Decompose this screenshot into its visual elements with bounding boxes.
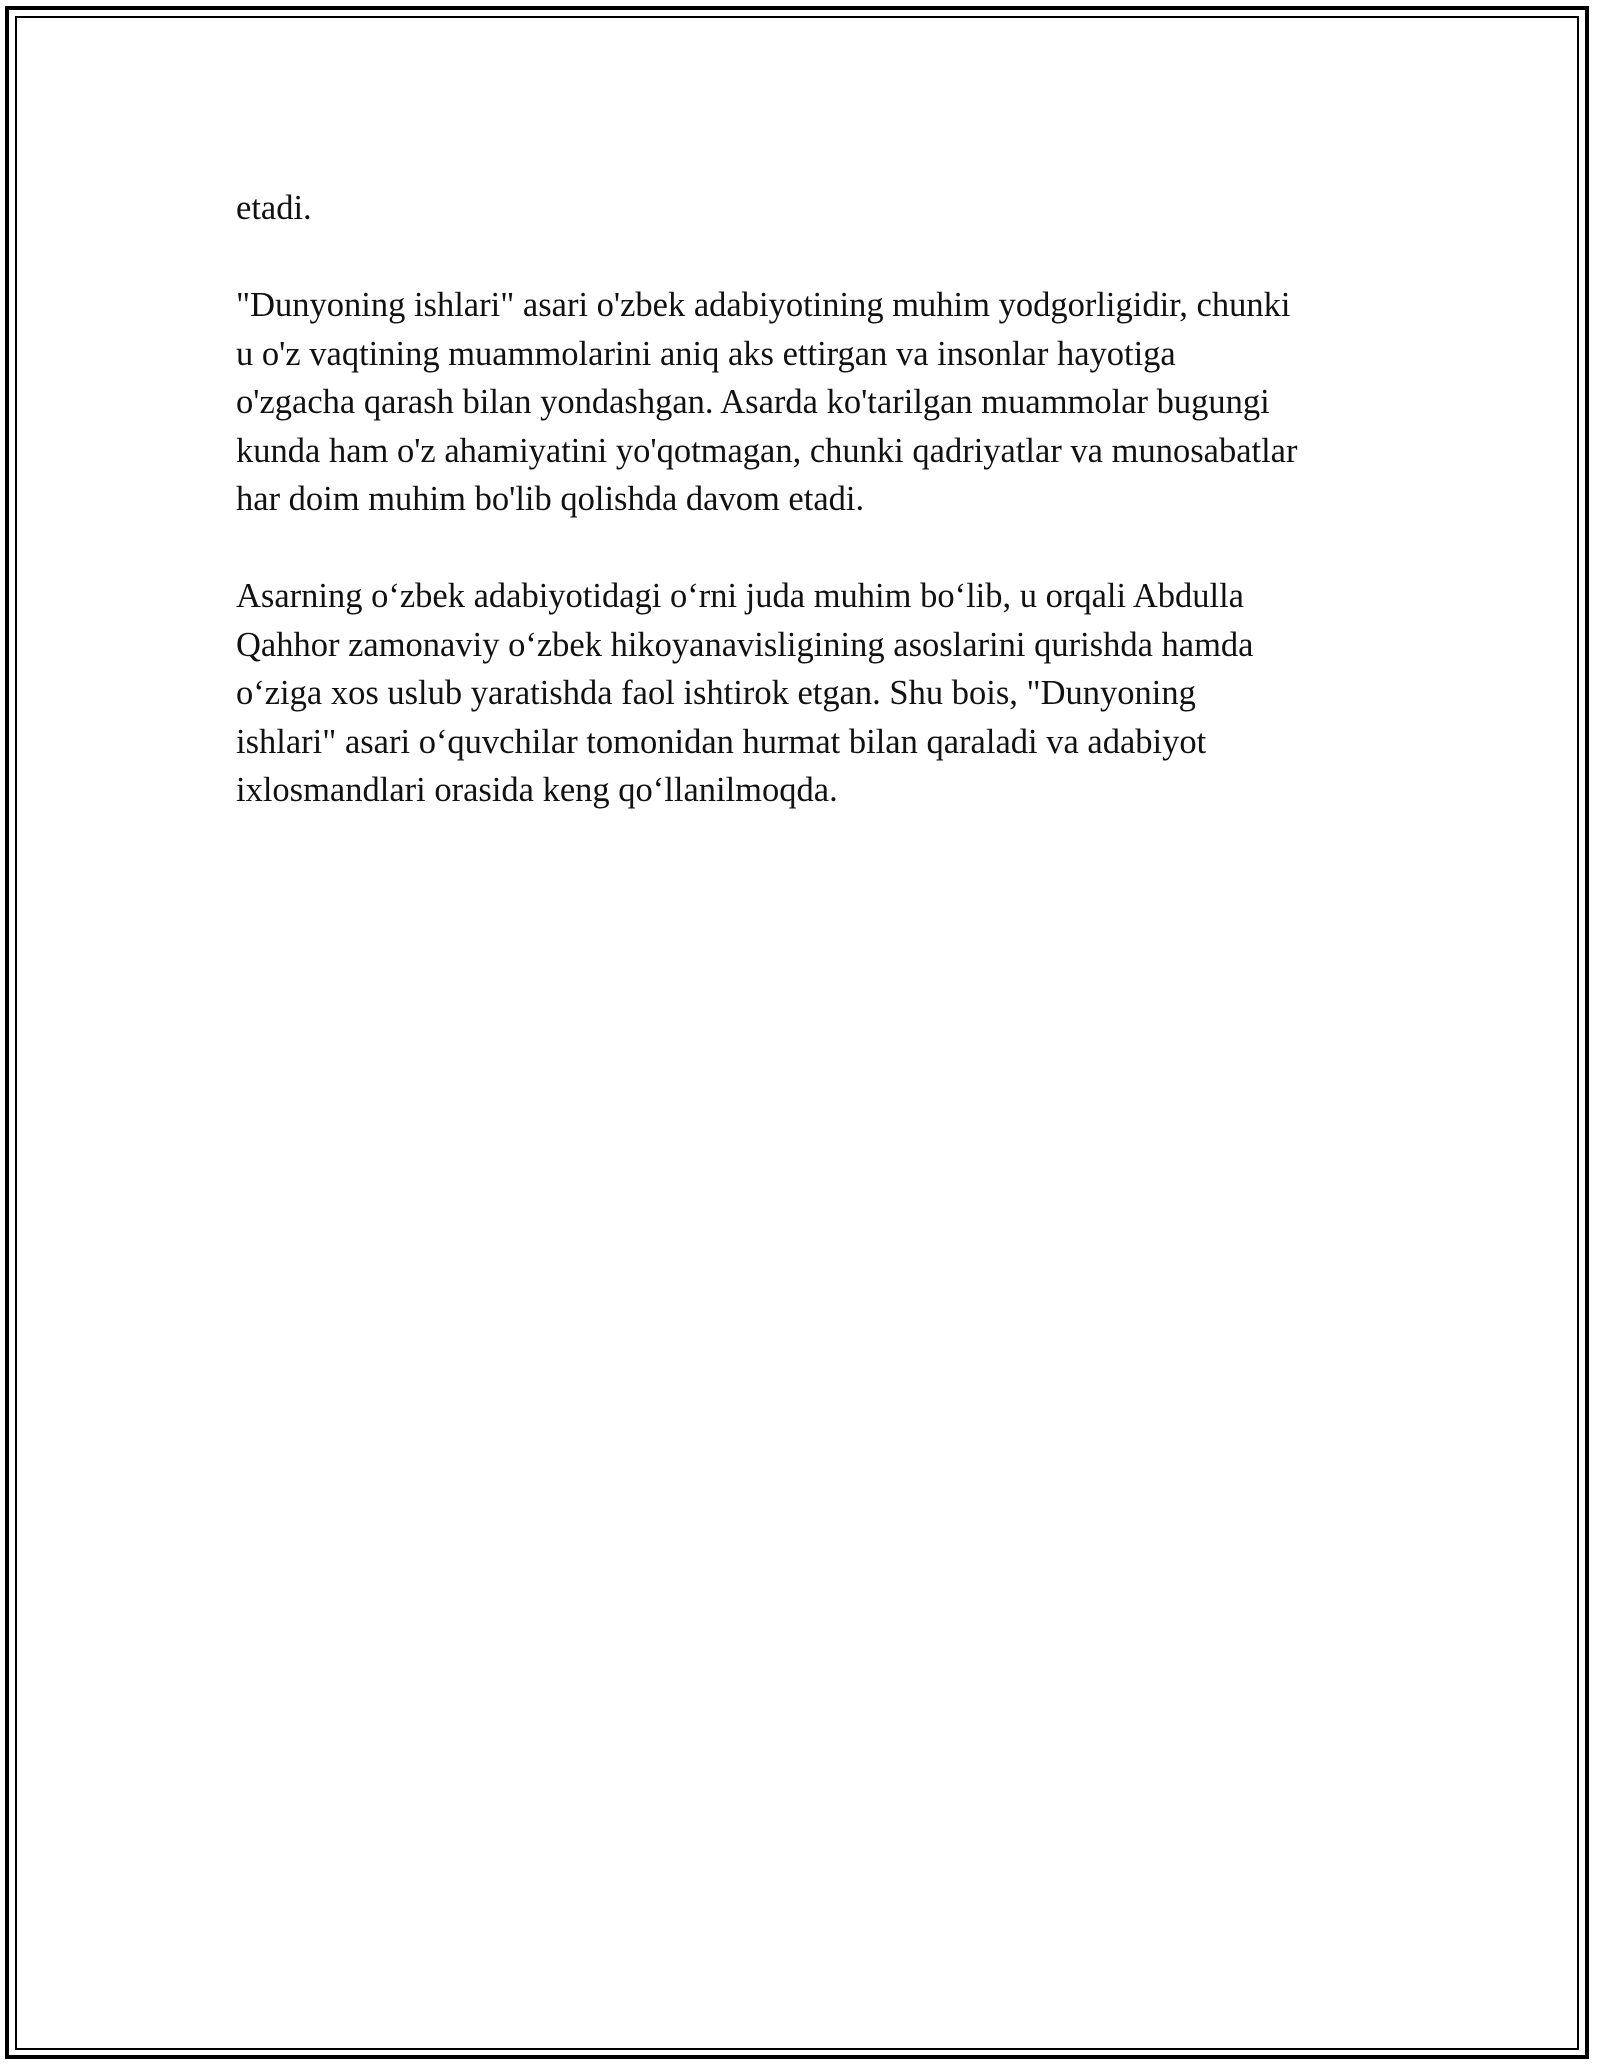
paragraph-significance: "Dunyoning ishlari" asari o'zbek adabiyotining muhim yodgorligidir, chunki u o'z vaqtining muammolarini aniq aks ettirgan va insonlar hayotiga o'zgacha qarash bilan yondashgan. Asarda ko'tarilgan muammolar bugungi kunda ham o'z ahamiyatini yo'qotmagan, chunki qadriyatlar va munosabatlar har doim muhim bo'lib qolishda davom etadi.: [236, 286, 1298, 518]
paragraph-continuation: etadi.: [236, 189, 312, 227]
paragraph-literary-role: Asarning o‘zbek adabiyotidagi o‘rni juda muhim bo‘lib, u orqali Abdulla Qahhor zamonaviy o‘zbek hikoyanavisligining asoslarini qurishda hamda o‘ziga xos uslub yaratishda faol ishtirok etgan. Shu bois, "Dunyoning ishlari" asari o‘quvchilar tomonidan hurmat bilan qaraladi va adabiyot ixlosmandlari orasida keng qo‘llanilmoqda.: [236, 577, 1254, 809]
document-body: [236, 184, 1396, 863]
